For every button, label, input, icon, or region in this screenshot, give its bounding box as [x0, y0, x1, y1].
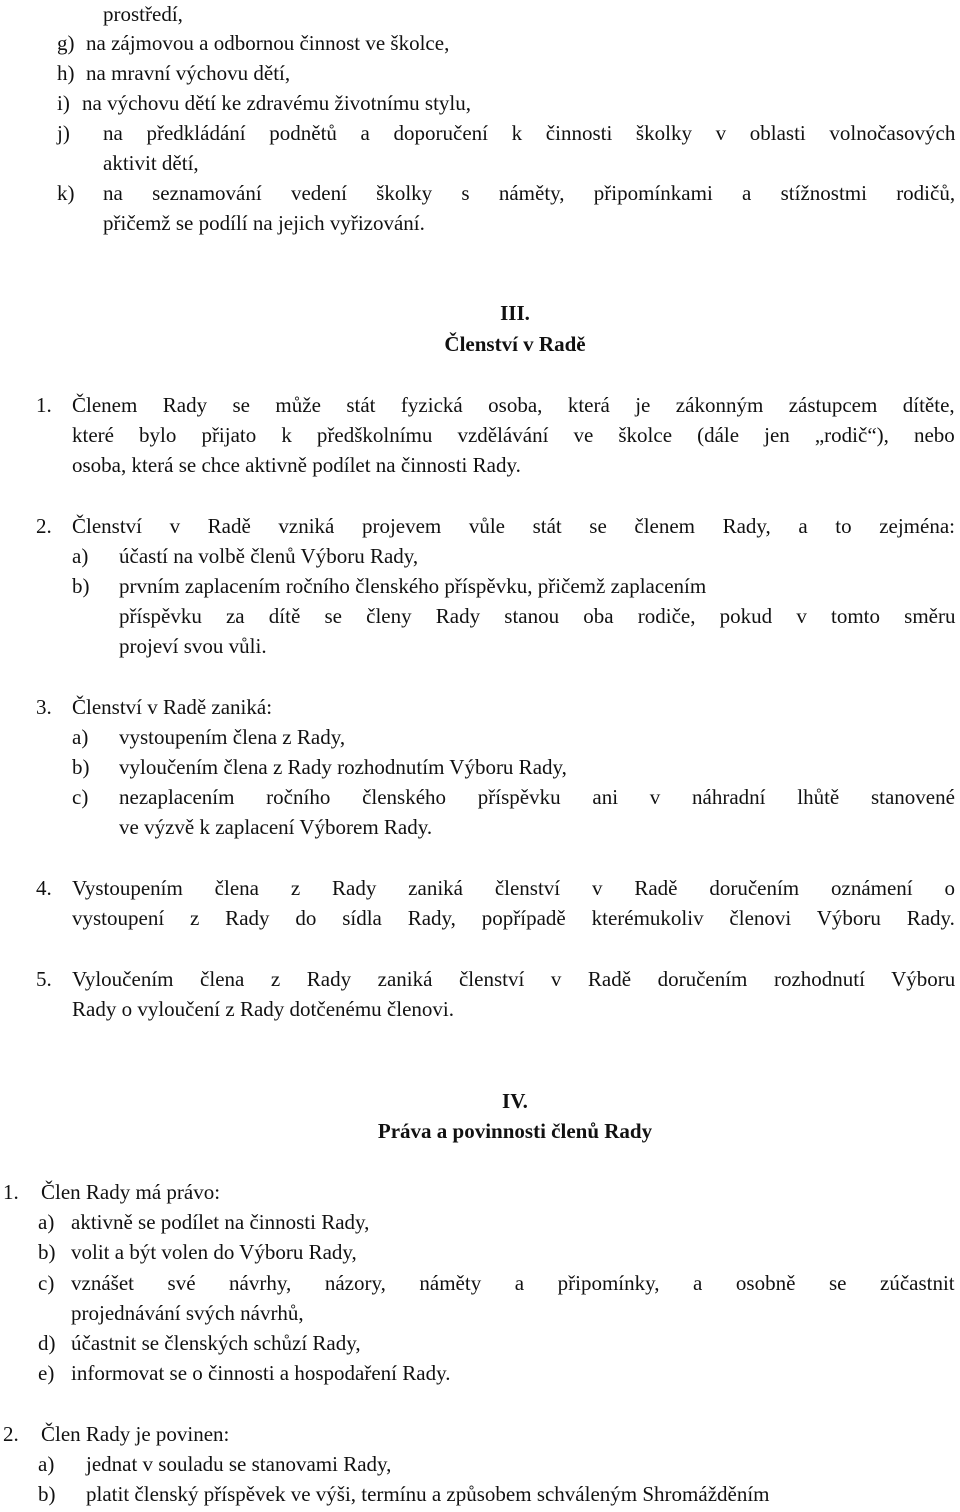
para-3-2-item-b-line3: projeví svou vůli.: [119, 634, 267, 658]
para-3-1-line2: které bylo přijato k předškolnímu vzdělávání ve školce (dále jen „rodič“), nebo: [72, 423, 955, 447]
para-3-4-number: 4.: [36, 876, 52, 900]
para-3-3-number: 3.: [36, 695, 52, 719]
para-3-4-line2: vystoupení z Rady do sídla Rady, popřípadě kterémukoliv členovi Výboru Rady.: [72, 906, 955, 930]
para-3-2-item-b-line2: příspěvku za dítě se členy Rady stanou oba rodiče, pokud v tomto směru: [119, 604, 956, 628]
list-item-k-line2: přičemž se podílí na jejich vyřizování.: [103, 211, 425, 235]
para-4-1-label-e: e): [38, 1361, 55, 1385]
para-4-2-label-a: a): [38, 1452, 55, 1476]
para-4-2-item-b: platit členský příspěvek ve výši, termínu a způsobem schváleným Shromážděním: [86, 1482, 770, 1506]
para-3-1-number: 1.: [36, 393, 52, 417]
para-3-3-item-b: vyloučením člena z Rady rozhodnutím Výboru Rady,: [119, 755, 567, 779]
para-3-4-line1: Vystoupením člena z Rady zaniká členství v Radě doručením oznámení o: [72, 876, 955, 900]
para-3-3-item-c-line1: nezaplacením ročního členského příspěvku ani v náhradní lhůtě stanovené: [119, 785, 955, 809]
para-3-2-number: 2.: [36, 514, 52, 538]
para-4-2-item-a: jednat v souladu se stanovami Rady,: [86, 1452, 392, 1476]
para-4-1-item-b: volit a být volen do Výboru Rady,: [71, 1240, 357, 1264]
list-item-h: na mravní výchovu dětí,: [86, 61, 291, 85]
para-3-5-number: 5.: [36, 967, 52, 991]
para-3-3-item-a: vystoupením člena z Rady,: [119, 725, 346, 749]
para-4-2-label-b: b): [38, 1482, 56, 1506]
para-3-2-label-a: a): [72, 544, 89, 568]
para-4-1-item-a: aktivně se podílet na činnosti Rady,: [71, 1210, 370, 1234]
para-3-5-line2: Rady o vyloučení z Rady dotčenému členovi.: [72, 997, 454, 1021]
list-item-g: na zájmovou a odbornou činnost ve školce,: [86, 31, 450, 55]
para-4-1-label-c: c): [38, 1271, 55, 1295]
para-3-2-label-b: b): [72, 574, 90, 598]
para-4-1-number: 1.: [3, 1180, 19, 1204]
para-3-1-line1: Členem Rady se může stát fyzická osoba, která je zákonným zástupcem dítěte,: [72, 393, 955, 417]
section-4-title: Práva a povinnosti členů Rady: [377, 1119, 653, 1143]
section-3-title: Členství v Radě: [444, 332, 586, 356]
para-4-1-label-b: b): [38, 1240, 56, 1264]
para-3-3-label-a: a): [72, 725, 89, 749]
para-4-1-item-c-line1: vznášet své návrhy, názory, náměty a připomínky, a osobně se zúčastnit: [71, 1271, 955, 1295]
para-4-1-item-c-line2: projednávání svých návrhů,: [71, 1301, 304, 1325]
list-label-h: h): [57, 61, 75, 85]
section-3-number: III.: [500, 301, 530, 325]
list-label-k: k): [57, 181, 75, 205]
para-4-2-line1: Člen Rady je povinen:: [41, 1422, 230, 1446]
para-3-3-label-c: c): [72, 785, 89, 809]
para-3-3-item-c-line2: ve výzvě k zaplacení Výborem Rady.: [119, 815, 433, 839]
list-label-g: g): [57, 31, 75, 55]
para-4-1-label-a: a): [38, 1210, 55, 1234]
para-4-2-number: 2.: [3, 1422, 19, 1446]
list-label-j: j): [57, 121, 70, 145]
para-3-5-line1: Vyloučením člena z Rady zaniká členství v Radě doručením rozhodnutí Výboru: [72, 967, 956, 991]
para-4-1-item-e: informovat se o činnosti a hospodaření Rady.: [71, 1361, 451, 1385]
para-3-3-label-b: b): [72, 755, 90, 779]
para-3-3-line1: Členství v Radě zaniká:: [72, 695, 273, 719]
list-continuation-text: prostředí,: [103, 2, 183, 26]
para-4-1-label-d: d): [38, 1331, 56, 1355]
para-3-2-line1: Členství v Radě vzniká projevem vůle stát se členem Rady, a to zejména:: [72, 514, 955, 538]
list-label-i: i): [57, 91, 70, 115]
list-item-j-line1: na předkládání podnětů a doporučení k činnosti školky v oblasti volnočasových: [103, 121, 956, 145]
para-3-2-item-a: účastí na volbě členů Výboru Rady,: [119, 544, 419, 568]
list-item-k-line1: na seznamování vedení školky s náměty, připomínkami a stížnostmi rodičů,: [103, 181, 956, 205]
para-3-1-line3: osoba, která se chce aktivně podílet na činnosti Rady.: [72, 453, 521, 477]
para-4-1-item-d: účastnit se členských schůzí Rady,: [71, 1331, 361, 1355]
para-4-1-line1: Člen Rady má právo:: [41, 1180, 221, 1204]
para-3-2-item-b-line1: prvním zaplacením ročního členského příspěvku, přičemž zaplacením: [119, 574, 707, 598]
list-item-i: na výchovu dětí ke zdravému životnímu stylu,: [82, 91, 471, 115]
section-4-number: IV.: [502, 1089, 528, 1113]
list-item-j-line2: aktivit dětí,: [103, 151, 199, 175]
